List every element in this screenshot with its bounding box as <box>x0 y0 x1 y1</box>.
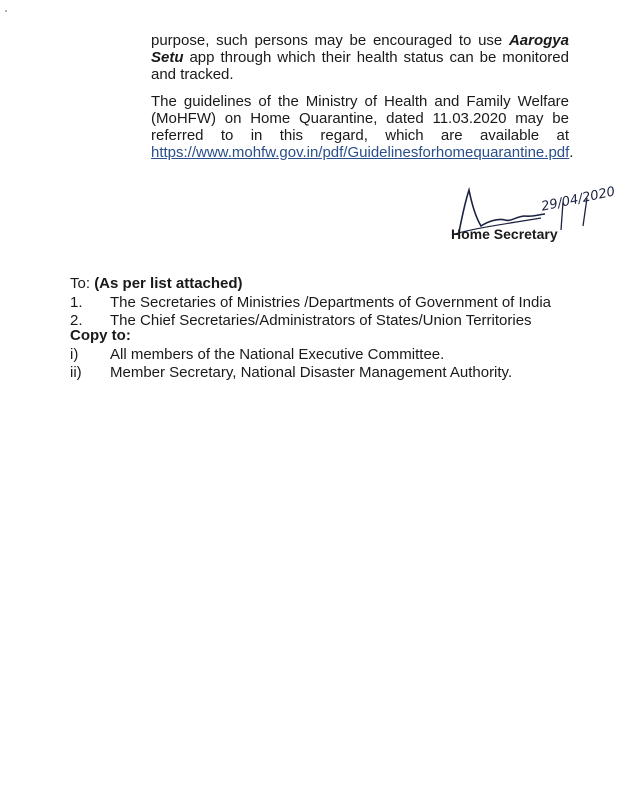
paragraph-aarogya-setu <box>151 32 569 83</box>
scan-speck <box>5 10 7 12</box>
item-text: The Secretaries of Ministries /Departments of Government of India <box>110 294 552 311</box>
item-number: i) <box>70 346 79 363</box>
copy-to-label: Copy to: <box>70 327 131 344</box>
p2-text: The guidelines of the Ministry of Health and Family Welfare (MoHFW) on Home Quarantine, dated 11.03.2020 may be referred to in this regard, which are available at <box>151 93 569 144</box>
copy-item <box>70 346 444 363</box>
to-note: (As per list attached) <box>94 275 243 292</box>
addressee-item <box>70 312 532 329</box>
signature-date: 29/04/2020 <box>540 184 617 215</box>
to-label: To: <box>70 275 95 292</box>
p1-text-start: purpose, such persons may be encouraged to use <box>151 32 509 49</box>
p1-text-end: app through which their health status can be monitored and tracked. <box>151 49 569 83</box>
guidelines-link[interactable]: https://www.mohfw.gov.in/pdf/Guidelinesforhomequarantine.pdf <box>151 144 570 161</box>
item-text: Member Secretary, National Disaster Management Authority. <box>110 364 513 381</box>
addressee-item <box>70 294 551 311</box>
copy-item <box>70 364 512 381</box>
item-text: The Chief Secretaries/Administrators of States/Union Territories <box>110 312 532 329</box>
paragraph-guidelines <box>151 93 574 161</box>
item-text: All members of the National Executive Committee. <box>110 346 445 363</box>
to-line <box>70 275 590 292</box>
app-name: Aarogya Setu <box>151 32 569 66</box>
item-number: ii) <box>70 364 82 381</box>
signatory-title: Home Secretary <box>451 226 558 242</box>
item-number: 1. <box>70 294 83 311</box>
item-number: 2. <box>70 312 83 329</box>
p2-end: . <box>569 144 574 161</box>
